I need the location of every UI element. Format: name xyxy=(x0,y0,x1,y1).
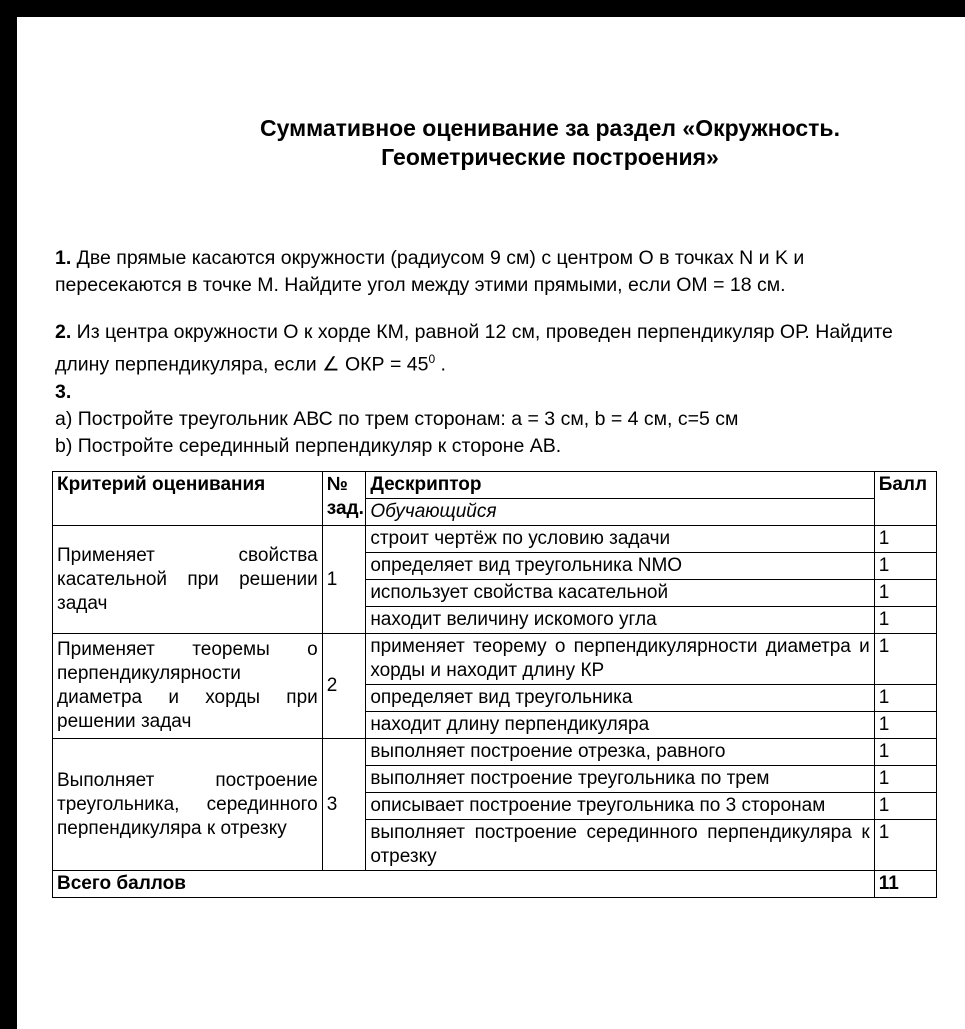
score-cell: 1 xyxy=(874,607,936,634)
total-row xyxy=(53,871,937,898)
problem-2-text: Из центра окружности О к хорде КМ, равной 12 см, проведен перпендикуляр ОР. Найдите длину перпендикуляра, если ∠ ОКР = 45 xyxy=(55,321,893,376)
table-row xyxy=(53,739,937,766)
title-line-2: Геометрические построения» xyxy=(381,144,719,170)
problem-1-number: 1. xyxy=(55,247,72,269)
problem-3b: b) Постройте серединный перпендикуляр к стороне АВ. xyxy=(55,434,562,457)
descriptor-cell: описывает построение треугольника по 3 сторонам xyxy=(366,793,874,820)
problem-3-number: 3. xyxy=(55,380,72,403)
left-black-border xyxy=(0,0,17,1029)
task-number-cell: 1 xyxy=(322,526,366,634)
descriptor-cell: выполняет построение серединного перпендикуляра к отрезку xyxy=(366,820,874,871)
descriptor-cell: находит длину перпендикуляра xyxy=(366,712,874,739)
score-cell: 1 xyxy=(874,553,936,580)
descriptor-cell: определяет вид треугольника xyxy=(366,685,874,712)
header-score: Балл xyxy=(874,472,936,526)
task-number-cell: 2 xyxy=(322,634,366,739)
descriptor-cell: находит величину искомого угла xyxy=(366,607,874,634)
problem-2: 2. Из центра окружности О к хорде КМ, равной 12 см, проведен перпендикуляр ОР. Найдите длину перпендикуляра, если ∠ ОКР = $45^0$ . xyxy=(55,321,893,376)
problem-1 xyxy=(55,245,935,299)
top-black-border xyxy=(0,0,965,17)
score-cell: 1 xyxy=(874,526,936,553)
criterion-cell: Применяет теоремы о перпендикулярности диаметра и хорды при решении задач xyxy=(53,634,323,739)
problems-section xyxy=(55,245,935,460)
total-value: 11 xyxy=(874,871,936,898)
score-cell: 1 xyxy=(874,766,936,793)
task-number-cell: 3 xyxy=(322,739,366,871)
header-descriptor: Дескриптор xyxy=(366,472,874,499)
total-label: Всего баллов xyxy=(53,871,875,898)
score-cell: 1 xyxy=(874,580,936,607)
score-cell: 1 xyxy=(874,793,936,820)
header-criterion: Критерий оценивания xyxy=(53,472,323,526)
criterion-cell: Выполняет построение треугольника, серединного перпендикуляра к отрезку xyxy=(53,739,323,871)
table-row xyxy=(53,634,937,685)
header-task-number: № зад. xyxy=(322,472,366,526)
criterion-cell: Применяет свойства касательной при решении задач xyxy=(53,526,323,634)
descriptor-cell: определяет вид треугольника NMO xyxy=(366,553,874,580)
score-cell: 1 xyxy=(874,685,936,712)
table-row xyxy=(53,526,937,553)
descriptor-cell: использует свойства касательной xyxy=(366,580,874,607)
problem-2-number: 2. xyxy=(55,321,72,343)
table-header-row xyxy=(53,472,937,499)
problem-3a: а) Постройте треугольник АВС по трем сторонам: а = 3 см, b = 4 см, с=5 см xyxy=(55,407,739,430)
descriptor-cell: строит чертёж по условию задачи xyxy=(366,526,874,553)
title-line-1: Суммативное оценивание за раздел «Окружность. xyxy=(260,115,840,141)
score-cell: 1 xyxy=(874,634,936,685)
descriptor-cell: выполняет построение треугольника по трем xyxy=(366,766,874,793)
descriptor-cell: выполняет построение отрезка, равного xyxy=(366,739,874,766)
page-title xyxy=(200,114,900,172)
criteria-table xyxy=(52,471,937,898)
score-cell: 1 xyxy=(874,739,936,766)
degree-superscript: 0 xyxy=(428,352,436,366)
header-student: Обучающийся xyxy=(366,499,874,526)
descriptor-cell: применяет теорему о перпендикулярности диаметра и хорды и находит длину КР xyxy=(366,634,874,685)
problem-1-text: Две прямые касаются окружности (радиусом 9 см) с центром О в точках N и K и пересекаются в точке М. Найдите угол между этими прямыми, если ОМ = 18 см. xyxy=(55,247,805,296)
score-cell: 1 xyxy=(874,820,936,871)
score-cell: 1 xyxy=(874,712,936,739)
